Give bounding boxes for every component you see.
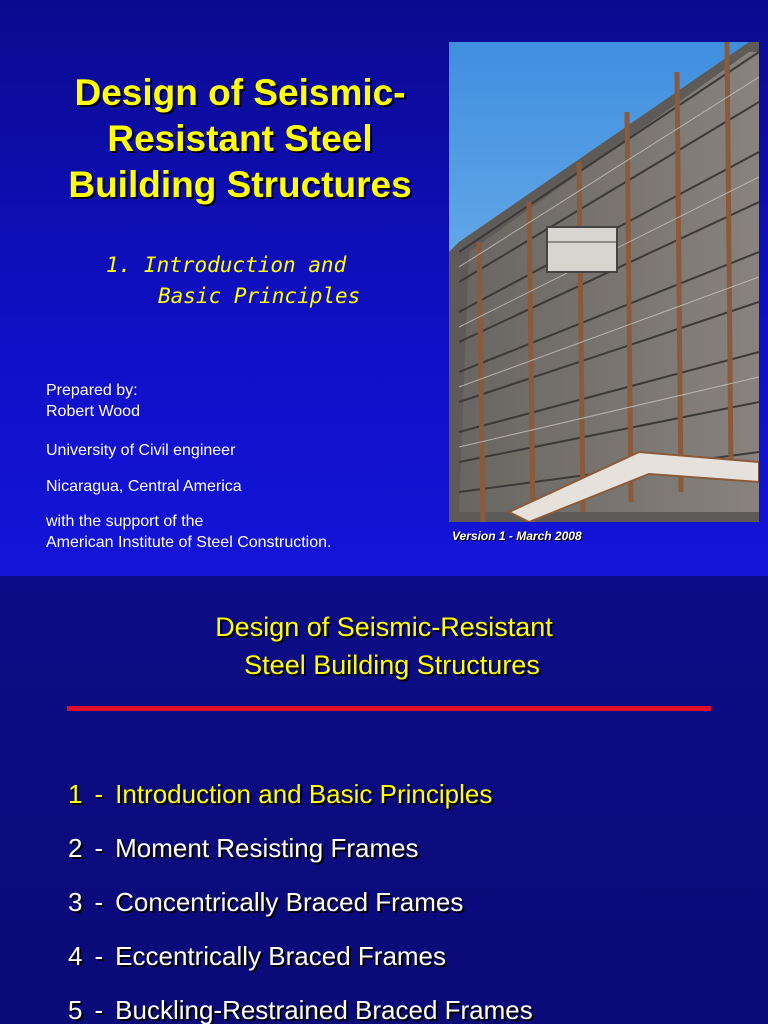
subtitle-line-2: Basic Principles	[158, 284, 361, 308]
toc-separator: -	[94, 941, 104, 971]
toc-number: 4	[68, 941, 83, 971]
toc-item-5	[68, 996, 533, 1024]
toc-number: 1	[68, 779, 83, 809]
toc-number: 3	[68, 887, 83, 917]
toc-number: 5	[68, 995, 83, 1024]
title-line-2: Resistant Steel	[107, 118, 373, 159]
toc-label: Buckling-Restrained Braced Frames	[115, 995, 533, 1024]
prepared-by-label: Prepared by:	[46, 382, 138, 399]
toc-label: Concentrically Braced Frames	[115, 887, 464, 917]
toc-label: Moment Resisting Frames	[115, 833, 419, 863]
red-divider	[67, 706, 711, 711]
author-name: Robert Wood	[46, 403, 140, 420]
toc-label: Introduction and Basic Principles	[115, 779, 493, 809]
subtitle-line-1: 1. Introduction and	[106, 253, 347, 277]
contents-list	[68, 780, 533, 1024]
support-line-2: American Institute of Steel Construction.	[46, 534, 332, 551]
version-label: Version 1 - March 2008	[452, 529, 582, 543]
contents-slide	[0, 576, 768, 1024]
toc-separator: -	[94, 779, 104, 809]
toc-separator: -	[94, 887, 104, 917]
toc-item-2	[68, 834, 533, 862]
toc-item-4	[68, 942, 533, 970]
toc-number: 2	[68, 833, 83, 863]
title-line-3: Building Structures	[68, 164, 412, 205]
toc-item-3	[68, 888, 533, 916]
slide-subtitle	[106, 250, 426, 312]
contents-title	[0, 608, 768, 684]
institution-text: University of Civil engineer	[46, 442, 236, 459]
toc-label: Eccentrically Braced Frames	[115, 941, 447, 971]
steel-building-photo	[449, 42, 759, 522]
contents-title-line-1: Design of Seismic-Resistant	[215, 612, 553, 642]
toc-separator: -	[94, 833, 104, 863]
contents-title-line-2: Steel Building Structures	[244, 650, 540, 680]
toc-separator: -	[94, 995, 104, 1024]
support-line-1: with the support of the	[46, 513, 204, 530]
title-line-1: Design of Seismic-	[74, 72, 406, 113]
toc-item-1	[68, 780, 533, 808]
support-block	[46, 511, 331, 553]
prepared-by-block	[46, 380, 140, 422]
location-text: Nicaragua, Central America	[46, 478, 242, 495]
slide-title	[20, 70, 460, 208]
